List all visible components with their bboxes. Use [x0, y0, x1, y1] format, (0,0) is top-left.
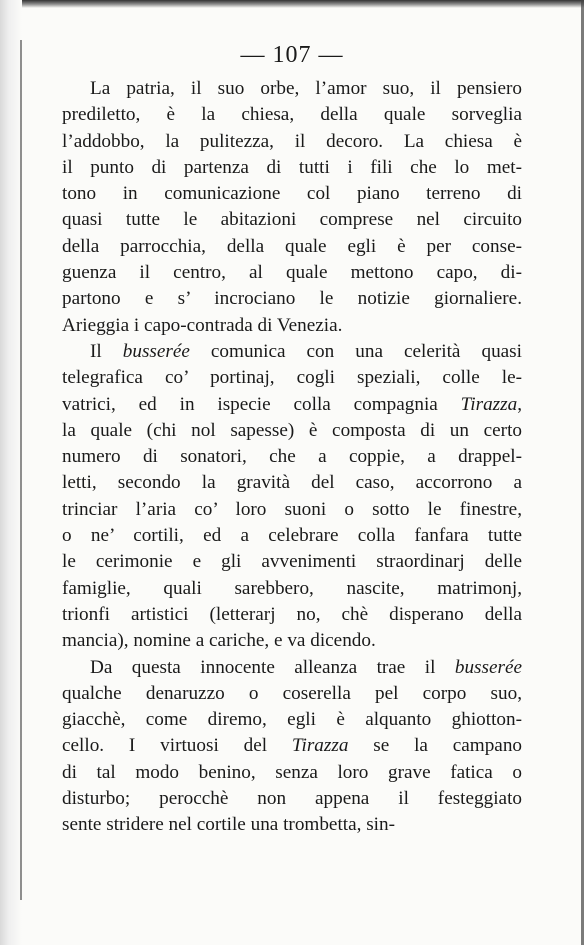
text-span: famiglie, quali sarebbero, nascite, matrimonj,	[62, 577, 522, 599]
page-number: — 107 —	[240, 42, 344, 68]
text-span: trinciar l’aria co’ loro suoni o sotto le finestre,	[62, 498, 522, 520]
text-line	[62, 497, 522, 523]
text-line	[62, 313, 522, 339]
text-span: Il	[90, 340, 123, 362]
text-span: il punto di partenza di tutti i fili che lo met-	[62, 156, 522, 178]
text-line	[62, 812, 522, 838]
italic-term: busserée	[454, 656, 522, 678]
text-line	[62, 418, 522, 444]
text-span: di tal modo benino, senza loro grave fatica o	[62, 761, 522, 783]
text-span: trionfi artistici (letterarj no, chè disperano della	[62, 603, 522, 625]
text-line	[62, 286, 522, 312]
text-span: numero di sonatori, che a coppie, a drappel-	[62, 446, 522, 468]
italic-term: busserée	[122, 340, 190, 362]
text-span: telegrafica co’ portinaj, cogli speziali, colle le-	[62, 367, 522, 389]
text-span: Da questa innocente alleanza trae il	[90, 656, 455, 678]
text-span: cello. I virtuosi del	[62, 735, 292, 757]
text-span: o ne’ cortili, ed a celebrare colla fanfara tutte	[62, 525, 522, 547]
text-span: quasi tutte le abitazioni comprese nel circuito	[62, 209, 522, 231]
text-line	[62, 655, 522, 681]
text-line	[62, 207, 522, 233]
text-line	[62, 365, 522, 391]
text-span: partono e s’ incrociano le notizie giornaliere.	[62, 288, 522, 310]
text-line	[62, 628, 522, 654]
body-text	[62, 76, 522, 839]
text-line	[62, 392, 522, 418]
text-span: qualche denaruzzo o coserella pel corpo suo,	[62, 682, 522, 704]
text-span: vatrici, ed in ispecie colla compagnia	[62, 393, 461, 415]
text-span: tono in comunicazione col piano terreno di	[62, 183, 522, 205]
italic-term: Tirazza	[291, 735, 349, 757]
text-line	[62, 707, 522, 733]
top-page-edge	[0, 0, 584, 8]
text-line	[62, 129, 522, 155]
text-span: disturbo; perocchè non appena il festeggiato	[62, 788, 522, 810]
text-line	[62, 549, 522, 575]
text-span: Arieggia i capo-contrada di Venezia.	[62, 314, 343, 336]
text-span: se la campano	[348, 735, 523, 757]
text-span: la quale (chi nol sapesse) è composta di un certo	[62, 419, 522, 441]
text-span: le cerimonie e gli avvenimenti straordinarj delle	[62, 551, 522, 573]
text-span: guenza il centro, al quale mettono capo, di-	[62, 262, 522, 284]
text-line	[62, 181, 522, 207]
text-line	[62, 786, 522, 812]
text-span: sente stridere nel cortile una trombetta, sin-	[62, 814, 395, 836]
text-span: prediletto, è la chiesa, della quale sorveglia	[62, 104, 522, 126]
text-line	[62, 760, 522, 786]
text-line	[62, 681, 522, 707]
text-span: La patria, il suo orbe, l’amor suo, il pensiero	[90, 78, 522, 99]
text-line	[62, 260, 522, 286]
left-gutter-line	[20, 40, 22, 900]
text-line	[62, 602, 522, 628]
text-span: mancia), nomine a cariche, e va dicendo.	[62, 630, 376, 652]
text-span: comunica con una celerità quasi	[189, 340, 522, 362]
text-span: giacchè, come diremo, egli è alquanto ghiotton-	[62, 709, 522, 731]
left-page-gutter	[0, 0, 22, 945]
text-line	[62, 444, 522, 470]
text-line	[62, 102, 522, 128]
text-span: l’addobbo, la pulitezza, il decoro. La chiesa è	[62, 130, 522, 152]
italic-term: Tirazza	[460, 393, 518, 415]
text-line	[62, 733, 522, 759]
text-span: ,	[517, 393, 522, 415]
text-span: della parrocchia, della quale egli è per conse-	[62, 235, 522, 257]
text-line	[62, 155, 522, 181]
text-span: letti, secondo la gravità del caso, accorrono a	[62, 472, 522, 494]
text-line	[62, 576, 522, 602]
text-line	[62, 339, 522, 365]
text-line	[62, 234, 522, 260]
text-line	[62, 523, 522, 549]
text-line	[62, 470, 522, 496]
text-line	[62, 76, 522, 102]
